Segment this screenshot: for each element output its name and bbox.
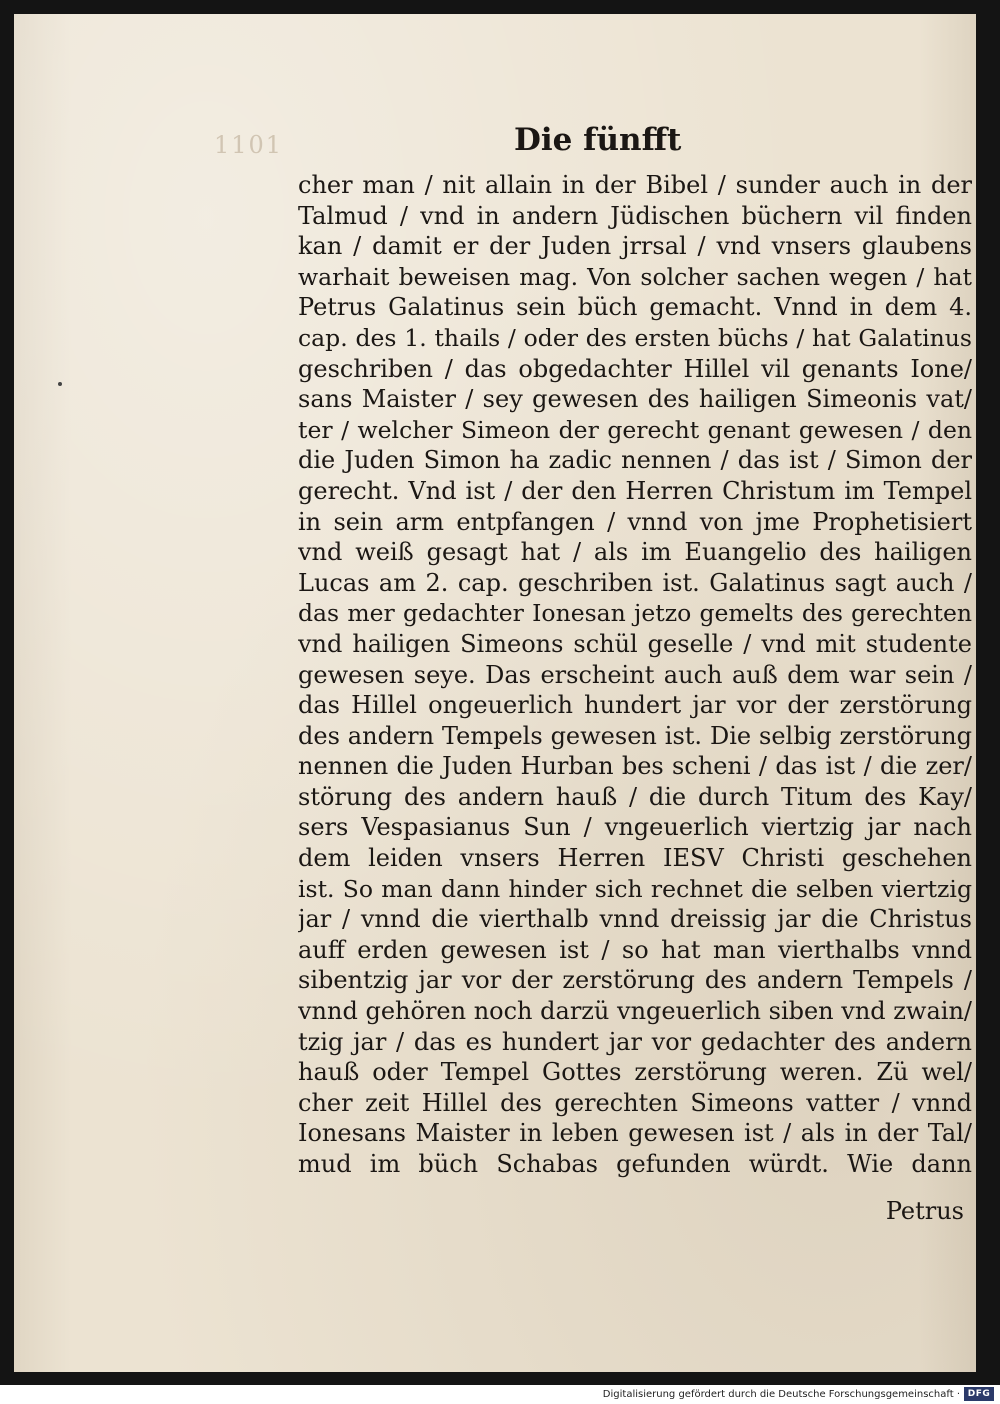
text-line: cher man / nit allain in der Bibel / sunder auch in der bbox=[298, 171, 972, 199]
text-line: mud im büch Schabas gefunden würdt. Wie dann bbox=[298, 1150, 972, 1178]
text-line: hauß oder Tempel Gottes zerstörung weren. Zü wel/ bbox=[298, 1058, 972, 1087]
text-line: vnd weiß gesagt hat / als im Euangelio des hailigen bbox=[298, 538, 972, 567]
text-line: das mer gedachter Ionesan jetzo gemelts des gerechten bbox=[298, 599, 972, 628]
text-line: geschriben / das obgedachter Hillel vil genants Ione/ bbox=[298, 354, 972, 383]
text-line: ter / welcher Simeon der gerecht genant gewesen / den bbox=[298, 415, 972, 444]
running-head: Die fünfft bbox=[514, 122, 682, 158]
credit-text: Digitalisierung gefördert durch die Deutsche Forschungsgemeinschaft · bbox=[602, 1389, 960, 1400]
show-through-mark: 1101 bbox=[214, 131, 284, 159]
text-line: des andern Tempels gewesen ist. Die selbig zerstörung bbox=[298, 721, 972, 750]
digitization-credit-bar bbox=[0, 1385, 1000, 1404]
text-line: das Hillel ongeuerlich hundert jar vor der zerstörung bbox=[298, 691, 972, 720]
text-line: Ionesans Maister in leben gewesen ist / als in der Tal/ bbox=[298, 1119, 972, 1148]
text-line: cher zeit Hillel des gerechten Simeons vatter / vnnd bbox=[298, 1088, 972, 1117]
text-line: auff erden gewesen ist / so hat man vierthalbs vnnd bbox=[298, 935, 972, 964]
text-line: Lucas am 2. cap. geschriben ist. Galatinus sagt auch / bbox=[298, 568, 972, 597]
text-line: störung des andern hauß / die durch Titum des Kay/ bbox=[298, 782, 972, 811]
text-line: nennen die Juden Hurban bes scheni / das ist / die zer/ bbox=[298, 752, 972, 781]
text-line: sibentzig jar vor der zerstörung des andern Tempels / bbox=[298, 966, 972, 995]
text-line: Talmud / vnd in andern Jüdischen büchern vil finden bbox=[298, 201, 972, 230]
text-line: die Juden Simon ha zadic nennen / das ist / Simon der bbox=[298, 446, 972, 475]
text-line: dem leiden vnsers Herren IESV Christi geschehen bbox=[298, 844, 972, 873]
book-page bbox=[14, 14, 976, 1372]
dfg-logo: DFG bbox=[964, 1387, 994, 1401]
text-block bbox=[298, 170, 972, 1180]
text-line: sers Vespasianus Sun / vngeuerlich viertzig jar nach bbox=[298, 813, 972, 842]
text-line: cap. des 1. thails / oder des ersten büchs / hat Galatinus bbox=[298, 323, 972, 352]
text-line: vnnd gehören noch darzü vngeuerlich siben vnd zwain/ bbox=[298, 997, 972, 1026]
text-line: gerecht. Vnd ist / der den Herren Christum im Tempel bbox=[298, 476, 972, 505]
catchword: Petrus bbox=[885, 1197, 964, 1225]
text-line: vnd hailigen Simeons schül geselle / vnd mit studente bbox=[298, 629, 972, 658]
text-line: ist. So man dann hinder sich rechnet die selben viertzig bbox=[298, 874, 972, 903]
text-line: sans Maister / sey gewesen des hailigen Simeonis vat/ bbox=[298, 385, 972, 414]
text-line: in sein arm entpfangen / vnnd von jme Prophetisiert bbox=[298, 507, 972, 536]
text-line: warhait beweisen mag. Von solcher sachen wegen / hat bbox=[298, 262, 972, 291]
text-line: jar / vnnd die vierthalb vnnd dreissig jar die Christus bbox=[298, 905, 972, 934]
text-line: Petrus Galatinus sein büch gemacht. Vnnd in dem 4. bbox=[298, 293, 972, 322]
text-line: kan / damit er der Juden jrrsal / vnd vnsers glaubens bbox=[298, 232, 972, 261]
text-line: gewesen seye. Das erscheint auch auß dem war sein / bbox=[298, 660, 972, 689]
text-line: tzig jar / das es hundert jar vor gedachter des andern bbox=[298, 1027, 972, 1056]
ink-dot bbox=[58, 382, 62, 386]
